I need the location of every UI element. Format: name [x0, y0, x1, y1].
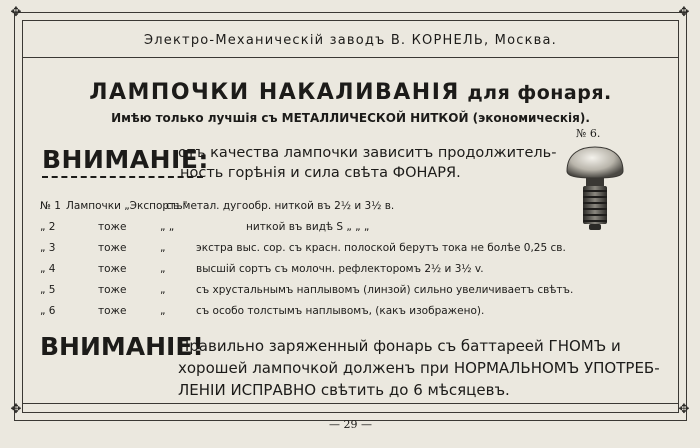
- item-name: тоже: [98, 305, 127, 317]
- figure-label: № 6.: [576, 127, 601, 140]
- page-subtitle: Имѣю только лучшія съ МЕТАЛЛИЧЕСКОЙ НИТКОЙ (экономическія).: [111, 111, 590, 125]
- item-name: тоже: [98, 263, 127, 275]
- attention-line: ность горѣнія и сила свѣта ФОНАРЯ.: [180, 165, 461, 181]
- item-description: съ хрустальнымъ наплывомъ (линзой) сильно увеличиваетъ свѣтъ.: [196, 284, 574, 296]
- attention2-text: [178, 335, 660, 401]
- item-number: „ 4: [40, 263, 56, 275]
- page-header: Электро-Механическій заводъ В. КОРНЕЛЬ, Москва.: [144, 33, 557, 48]
- item-description: экстра выс. сор. съ красн. полоской берутъ тока не болѣе 0,25 св.: [196, 242, 566, 254]
- item-description: высшій сортъ съ молочн. рефлекторомъ 2½ и 3½ v.: [196, 263, 484, 275]
- corner-ornament-icon: ✥: [678, 402, 690, 417]
- header-rule: [22, 57, 679, 58]
- attention-text: [178, 143, 556, 183]
- corner-ornament-icon: ✥: [10, 5, 22, 20]
- attention2-line: Правильно заряженный фонарь съ баттареей ГНОМЪ и: [178, 337, 621, 355]
- item-number: „ 2: [40, 221, 56, 233]
- attention2-heading: ВНИМАНІЕ!: [40, 332, 204, 361]
- footer-rule: [22, 403, 679, 404]
- page-title: [22, 80, 679, 105]
- item-name: тоже: [98, 284, 127, 296]
- item-ditto-marks: „: [160, 263, 166, 275]
- item-number: „ 6: [40, 305, 56, 317]
- item-description: съ особо толстымъ наплывомъ, (какъ изображено).: [196, 305, 485, 317]
- lamp-bulb-icon: [563, 145, 627, 231]
- item-name: Лампочки „Экспортъ": [66, 200, 188, 212]
- attention-line: отъ качества лампочки зависитъ продолжитель-: [178, 145, 557, 161]
- attention2-line: ЛЕНІИ ИСПРАВНО свѣтить до 6 мѣсяцевъ.: [178, 381, 510, 399]
- item-description: ниткой въ видѣ S „ „ „: [246, 221, 370, 233]
- item-number: „ 3: [40, 242, 56, 254]
- item-ditto-marks: „ „: [160, 221, 175, 233]
- title-suffix: для фонаря.: [467, 82, 612, 104]
- item-name: тоже: [98, 242, 127, 254]
- item-description: съ метал. дугообр. ниткой въ 2½ и 3½ в.: [166, 200, 395, 212]
- title-main: ЛАМПОЧКИ НАКАЛИВАНІЯ: [89, 80, 460, 105]
- item-name: тоже: [98, 221, 127, 233]
- item-ditto-marks: „: [160, 242, 166, 254]
- corner-ornament-icon: ✥: [678, 5, 690, 20]
- attention2-line: хорошей лампочкой долженъ при НОРМАЛЬНОМЪ УПОТРЕБ-: [178, 359, 660, 377]
- item-number: „ 5: [40, 284, 56, 296]
- item-number: № 1: [40, 200, 61, 212]
- item-ditto-marks: „: [160, 305, 166, 317]
- corner-ornament-icon: ✥: [10, 402, 22, 417]
- page-number: — 29 —: [329, 418, 372, 431]
- item-ditto-marks: „: [160, 284, 166, 296]
- attention-word: ВНИМАНІЕ:: [42, 145, 209, 174]
